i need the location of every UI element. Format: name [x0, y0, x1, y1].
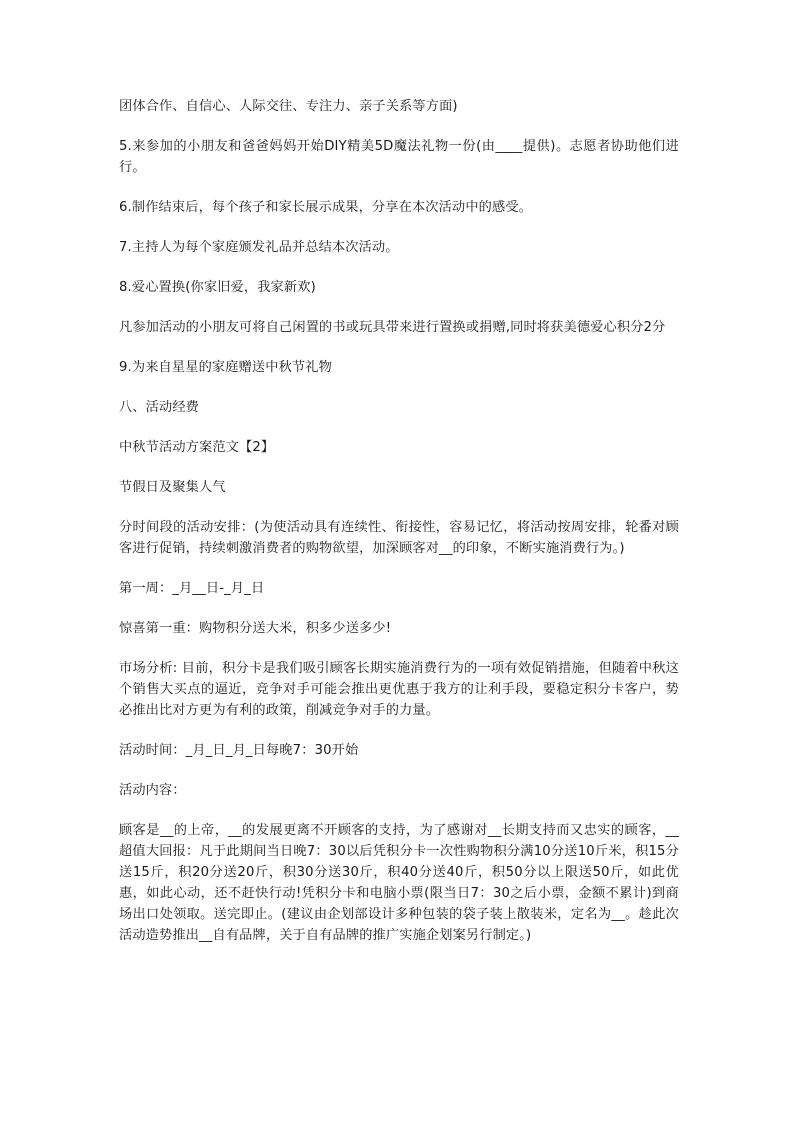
paragraph-step-8: 8.爱心置换(你家旧爱，我家新欢)	[119, 280, 316, 295]
paragraph-activity-time: 活动时间：_月_日_月_日每晚7：30开始	[119, 743, 359, 758]
paragraph-step-7: 7.主持人为每个家庭颁发礼品并总结本次活动。	[119, 240, 399, 255]
paragraph-holiday-crowd: 节假日及聚集人气	[119, 480, 226, 495]
paragraph-week-one: 第一周：_月__日-_月_日	[119, 581, 265, 596]
section-heading-budget: 八、活动经费	[119, 400, 200, 415]
paragraph-step-5: 5.来参加的小朋友和爸爸妈妈开始DIY精美5D魔法礼物一份(由____提供)。志愿者协助他们进行。	[119, 139, 679, 175]
section-heading-sample-2: 中秋节活动方案范文【2】	[119, 440, 275, 455]
paragraph-step-6: 6.制作结束后，每个孩子和家长展示成果，分享在本次活动中的感受。	[119, 200, 533, 215]
paragraph-market-analysis: 市场分析: 目前，积分卡是我们吸引顾客长期实施消费行为的一项有效促销措施，但随着中秋这个销售大买点的逼近，竞争对手可能会推出更优惠于我方的让利手段，要稳定积分卡客户，势必推出比对方更为有利的政策，削减竞争对手的力量。	[119, 661, 679, 718]
paragraph-schedule-intro: 分时间段的活动安排：(为使活动具有连续性、衔接性，容易记忆，将活动按周安排，轮番对顾客进行促销，持续刺激消费者的购物欲望，加深顾客对__的印象，不断实施消费行为。)	[119, 520, 679, 556]
paragraph-exchange-rule: 凡参加活动的小朋友可将自己闲置的书或玩具带来进行置换或捐赠,同时将获美德爱心积分2分	[119, 320, 666, 335]
paragraph-team-aspects: 团体合作、自信心、人际交往、专注力、亲子关系等方面)	[119, 99, 458, 114]
document-page	[119, 96, 679, 965]
paragraph-step-9: 9.为来自星星的家庭赠送中秋节礼物	[119, 360, 332, 375]
paragraph-activity-content-label: 活动内容：	[119, 783, 186, 798]
paragraph-surprise-one: 惊喜第一重：购物积分送大米，积多少送多少!	[119, 621, 392, 636]
paragraph-activity-content: 顾客是__的上帝，__的发展更离不开顾客的支持，为了感谢对__长期支持而又忠实的顾客，__超值大回报：凡于此期间当日晚7：30以后凭积分卡一次性购物积分满10分送10斤米，积15分送15斤，积20分送20斤，积30分送30斤，积40分送40斤，积50分以上限送50斤，如此优惠，如此心动，还不赶快行动!凭积分卡和电脑小票(限当日7：30之后小票，金额不累计)到商场出口处领取。送完即止。(建议由企划部设计多种包装的袋子装上散装米，定名为__。趁此次活动造势推出__自有品牌，关于自有品牌的推广实施企划案另行制定。)	[119, 823, 679, 943]
